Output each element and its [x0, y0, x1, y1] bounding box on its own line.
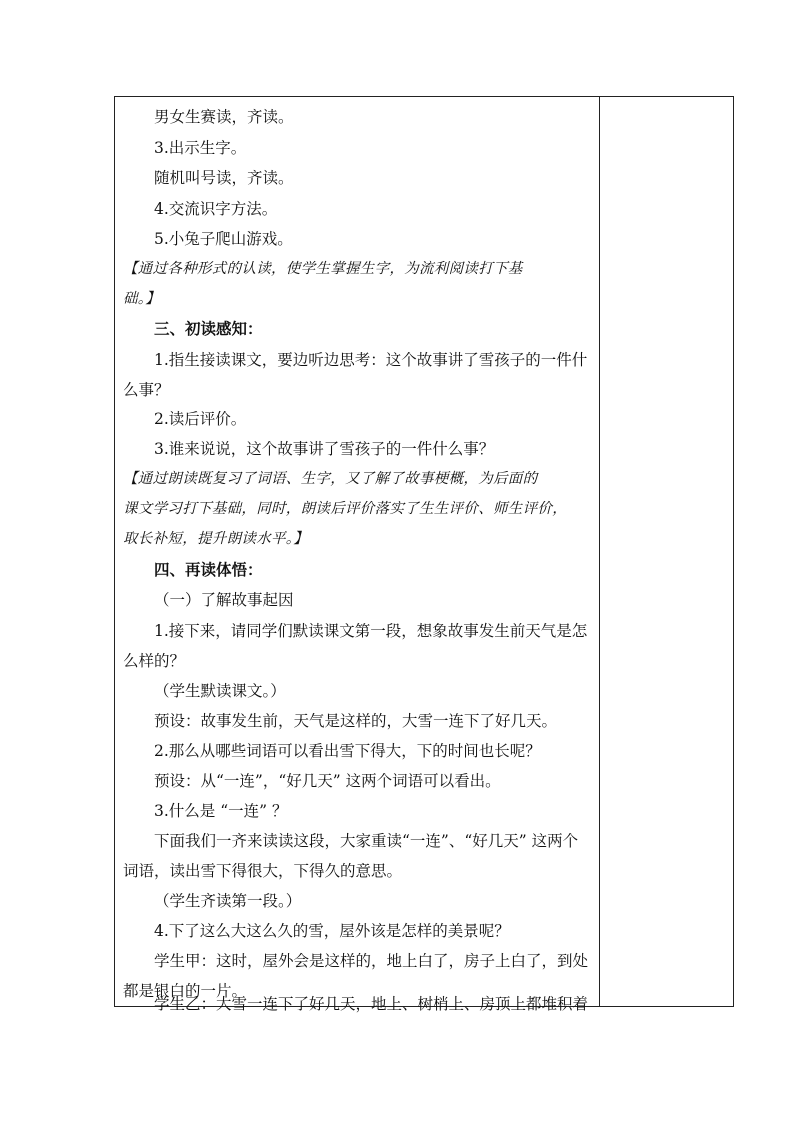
- text-line: 都是银白的一片。: [123, 982, 248, 1000]
- text-line: 学生乙：大雪一连下了好几天，地上、树梢上、房顶上都堆积着: [154, 995, 589, 1013]
- text-line: （学生齐读第一段。）: [154, 892, 302, 910]
- teaching-note: 【通过朗读既复习了词语、生字，又了解了故事梗概，为后面的: [123, 471, 538, 487]
- remarks-cell: [600, 97, 733, 1006]
- text-line: 2.那么从哪些词语可以看出雪下得大，下的时间也长呢？: [154, 742, 541, 760]
- text-line: 学生甲：这时，屋外会是这样的，地上白了，房子上白了，到处: [154, 952, 589, 970]
- text-line: 随机叫号读，齐读。: [154, 169, 294, 187]
- text-line: 词语，读出雪下得很大，下得久的意思。: [123, 862, 403, 880]
- text-line: 5.小兔子爬山游戏。: [154, 230, 293, 248]
- text-line: 1.指生接读课文，要边听边思考：这个故事讲了雪孩子的一件什: [154, 351, 588, 369]
- text-line: 4.交流识字方法。: [154, 200, 278, 218]
- lesson-table: [114, 96, 734, 1013]
- text-line: 3.什么是 “一连” ？: [154, 802, 288, 820]
- text-line: 下面我们一齐来读读这段，大家重读“一连”、“好几天” 这两个: [154, 832, 579, 850]
- teaching-note: 【通过各种形式的认读，使学生掌握生字，为流利阅读打下基: [123, 261, 523, 277]
- text-line: 2.读后评价。: [154, 410, 247, 428]
- text-line: 么样的？: [123, 652, 186, 670]
- text-line: 预设：故事发生前，天气是这样的，大雪一连下了好几天。: [154, 712, 558, 730]
- text-line: 4.下了这么大这么久的雪，屋外该是怎样的美景呢？: [154, 922, 510, 940]
- text-line: 1.接下来，请同学们默读课文第一段，想象故事发生前天气是怎: [154, 622, 588, 640]
- teaching-note: 础。】: [123, 291, 161, 307]
- section-heading: 三、初读感知：: [154, 319, 263, 338]
- text-line: 男女生赛读，齐读。: [154, 108, 294, 126]
- section-heading: 四、再读体悟：: [154, 560, 263, 579]
- text-line: （学生默读课文。）: [154, 682, 286, 700]
- text-line: 么事？: [123, 381, 170, 399]
- teaching-note: 课文学习打下基础，同时，朗读后评价落实了生生评价、师生评价，: [123, 501, 567, 517]
- subsection-heading: （一）了解故事起因: [154, 591, 294, 609]
- text-line: 3.出示生字。: [154, 139, 247, 157]
- teaching-note: 取长补短，提升朗读水平。】: [123, 531, 309, 547]
- text-line: 预设：从“一连”，“好几天” 这两个词语可以看出。: [154, 772, 501, 790]
- text-line: 3.谁来说说，这个故事讲了雪孩子的一件什么事？: [154, 440, 495, 458]
